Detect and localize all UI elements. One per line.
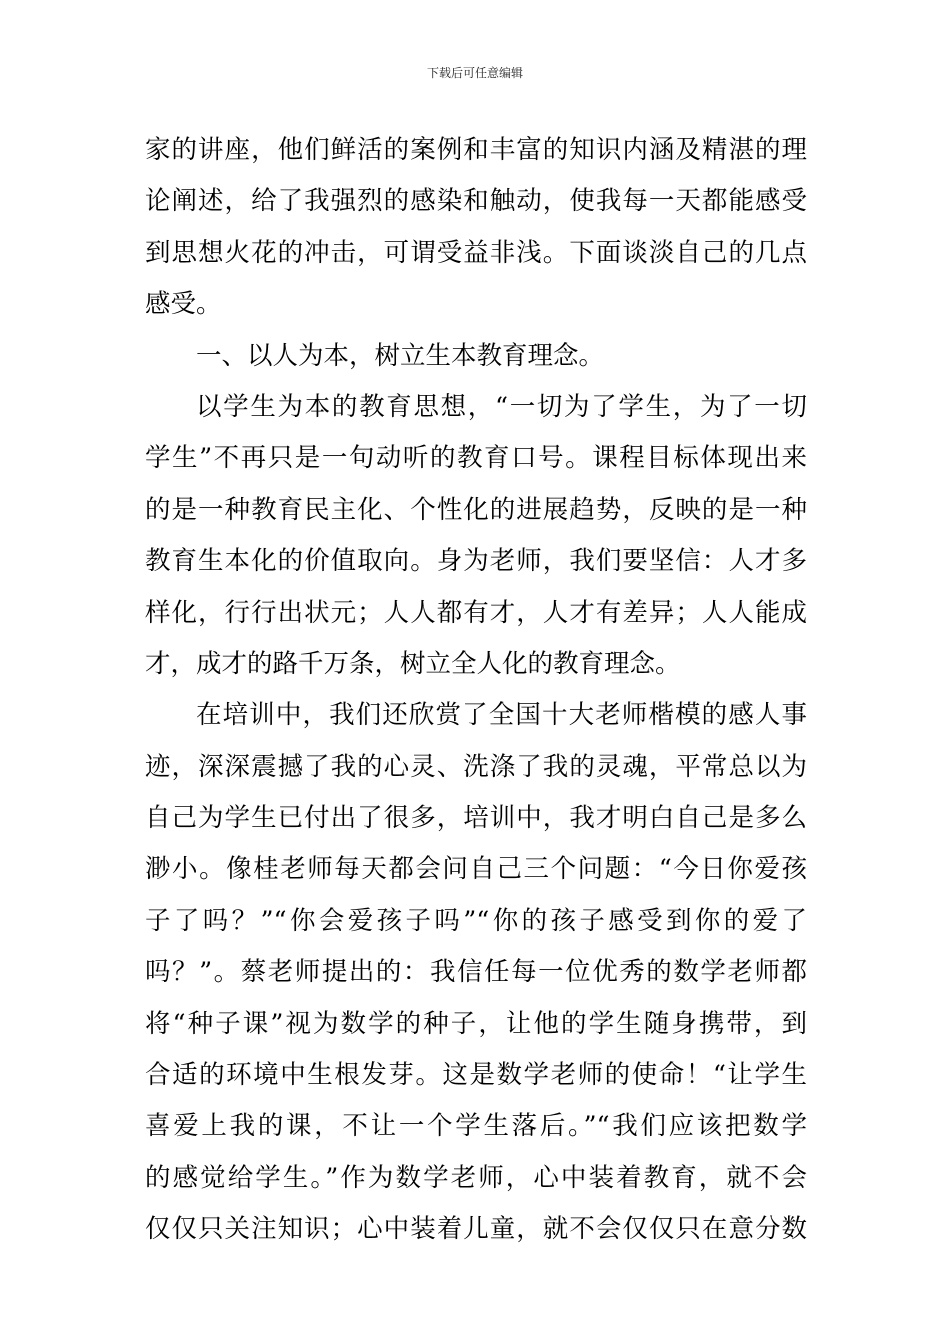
text-line: 感受。 bbox=[145, 289, 222, 320]
text-line: 迹，深深震撼了我的心灵、洗涤了我的灵魂，平常总以为 bbox=[145, 751, 807, 782]
section-heading: 一、以人为本，树立生本教育理念。 bbox=[196, 340, 605, 371]
text-line: 教育生本化的价值取向。身为老师，我们要坚信：人才多 bbox=[145, 546, 807, 577]
text-line: 喜爱上我的课，不让一个学生落后。”“我们应该把数学 bbox=[145, 1111, 807, 1142]
text-line: 的是一种教育民主化、个性化的进展趋势，反映的是一种 bbox=[145, 494, 807, 525]
text-line: 将“种子课”视为数学的种子，让他的学生随身携带，到 bbox=[145, 1008, 807, 1039]
text-line: 以学生为本的教育思想，“一切为了学生，为了一切 bbox=[196, 391, 807, 422]
text-line: 到思想火花的冲击，可谓受益非浅。下面谈淡自己的几点 bbox=[145, 237, 807, 268]
text-line: 家的讲座，他们鲜活的案例和丰富的知识内涵及精湛的理 bbox=[145, 135, 807, 165]
text-line: 子了吗？”“你会爱孩子吗”“你的孩子感受到你的爱了 bbox=[145, 905, 807, 936]
text-line: 合适的环境中生根发芽。这是数学老师的使命！“让学生 bbox=[145, 1060, 807, 1091]
text-line: 论阐述，给了我强烈的感染和触动，使我每一天都能感受 bbox=[145, 186, 807, 217]
text-line: 学生”不再只是一句动听的教育口号。课程目标体现出来 bbox=[145, 443, 807, 474]
text-line: 的感觉给学生。”作为数学老师，心中装着教育，就不会 bbox=[145, 1162, 807, 1193]
text-line: 样化，行行出状元；人人都有才，人才有差异；人人能成 bbox=[145, 597, 807, 628]
text-line: 吗？”。蔡老师提出的：我信任每一位优秀的数学老师都 bbox=[145, 957, 807, 988]
text-line: 仅仅只关注知识；心中装着儿童，就不会仅仅只在意分数 bbox=[145, 1214, 807, 1245]
document-body bbox=[145, 125, 807, 1256]
text-line: 在培训中，我们还欣赏了全国十大老师楷模的感人事 bbox=[196, 700, 807, 731]
text-line: 渺小。像桂老师每天都会问自己三个问题：“今日你爱孩 bbox=[145, 854, 807, 885]
text-line: 自己为学生已付出了很多，培训中，我才明白自己是多么 bbox=[145, 803, 807, 834]
page-header: 下载后可任意编辑 bbox=[426, 66, 523, 80]
text-line: 才，成才的路千万条，树立全人化的教育理念。 bbox=[145, 648, 681, 679]
